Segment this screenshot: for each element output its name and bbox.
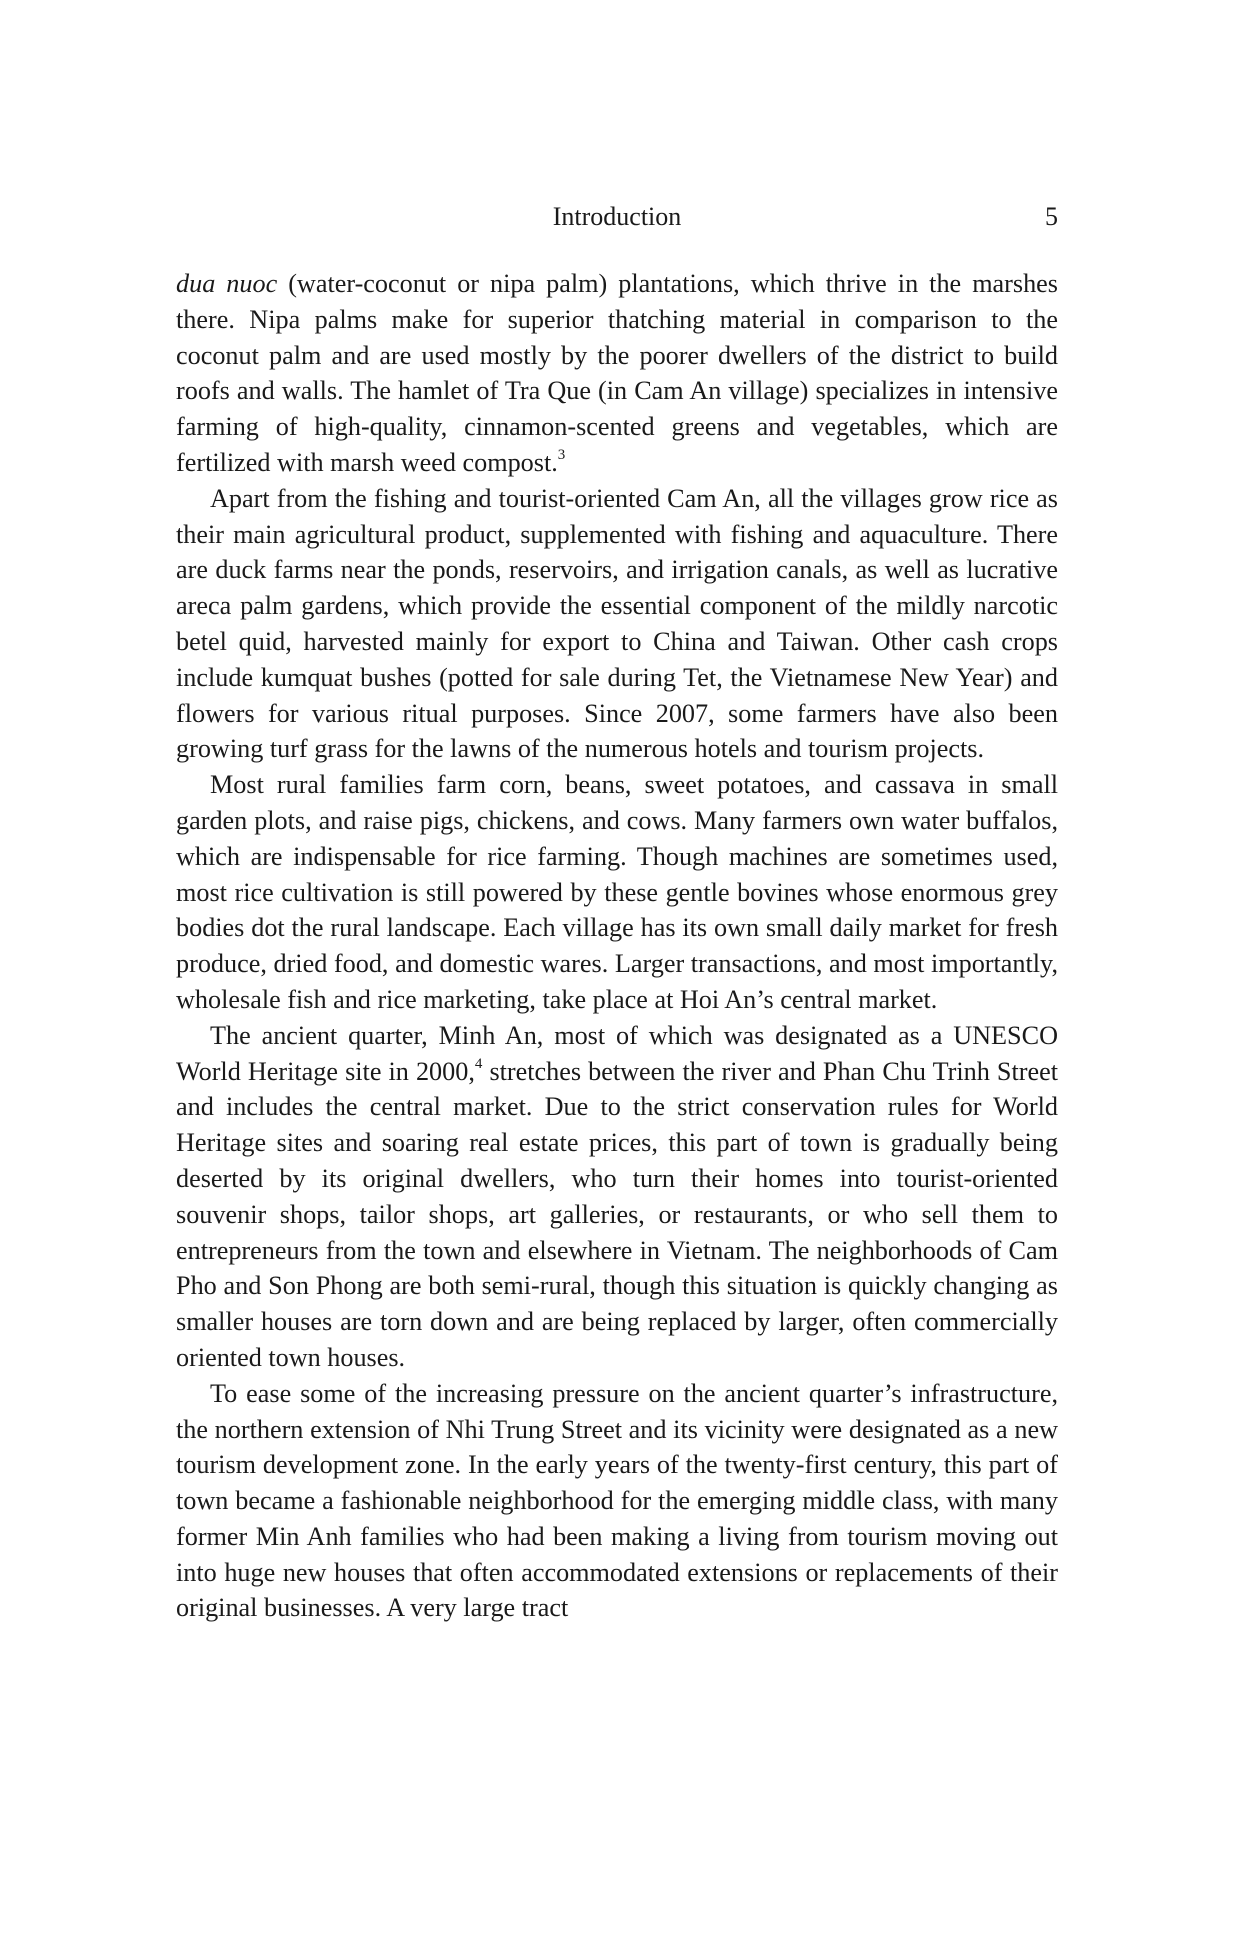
paragraph-text: Apart from the fishing and tourist-oriented Cam An, all the villages grow rice as their main agricultural product, supplemented with fishing and aquaculture. There are duck farms near the ponds, reservoirs, and irrigation canals, as well as lucrative areca palm gardens, which provide the essential component of the mildly narcotic betel quid, harvested mainly for export to China and Taiwan. Other cash crops include kumquat bushes (potted for sale during Tet, the Vietnamese New Year) and flowers for various ritual purposes. Since 2007, some farmers have also been growing turf grass for the lawns of the numerous hotels and tourism projects. [176,483,1058,764]
italic-term: dua nuoc [176,269,278,298]
paragraph-3 [176,767,1058,1018]
paragraph-text: Most rural families farm corn, beans, sweet potatoes, and cassava in small garden plots, and raise pigs, chickens, and cows. Many farmers own water buffalos, which are indispensable for rice farming. Though machines are sometimes used, most rice cultivation is still powered by these gentle bovines whose enormous grey bodies dot the rural landscape. Each village has its own small daily market for fresh produce, dried food, and domestic wares. Larger transactions, and most importantly, wholesale fish and rice marketing, take place at Hoi An’s central market. [176,770,1058,1014]
paragraph-text: To ease some of the increasing pressure on the ancient quarter’s infrastructure, the northern extension of Nhi Trung Street and its vicinity were designated as a new tourism development zone. In the early years of the twenty-first century, this part of town became a fashionable neighborhood for the emerging middle class, with many former Min Anh families who had been making a living from tourism moving out into huge new houses that often accommodated extensions or replacements of their original businesses. A very large tract [176,1378,1058,1623]
footnote-marker[interactable]: 3 [557,447,566,464]
paragraph-4 [176,1018,1058,1376]
paragraph-5 [176,1376,1058,1627]
paragraph-2 [176,481,1058,767]
running-head [176,200,1058,234]
running-title: Introduction [552,202,682,231]
paragraph-1 [176,266,1058,481]
footnote-marker[interactable]: 4 [474,1055,483,1072]
page-number: 5 [1045,202,1058,231]
paragraph-text: stretches between the river and Phan Chu Trinh Street and includes the central market. Due to the strict conservation rules for World Heritage sites and soaring real estate prices, this part of town is gradually being deserted by its original dwellers, who turn their homes into tourist-oriented souvenir shops, tailor shops, art galleries, or restaurants, or who sell them to entrepreneurs from the town and elsewhere in Vietnam. The neighborhoods of Cam Pho and Son Phong are both semi-rural, though this situation is quickly changing as smaller houses are torn down and are being replaced by larger, often commercially oriented town houses. [176,1056,1059,1372]
paragraph-text: The ancient quarter, Minh An, most of which was designated as a UNESCO World Heritage site in 2000, [176,1020,1058,1086]
paragraph-text: (water-coconut or nipa palm) plantations, which thrive in the marshes there. Nipa palms make for superior thatching material in comparison to the coconut palm and are used mostly by the poorer dwellers of the district to build roofs and walls. The hamlet of Tra Que (in Cam An village) specializes in intensive farming of high-quality, cinnamon-scented greens and vegetables, which are fertilized with marsh weed compost. [176,269,1059,477]
body-text [176,266,1058,1626]
